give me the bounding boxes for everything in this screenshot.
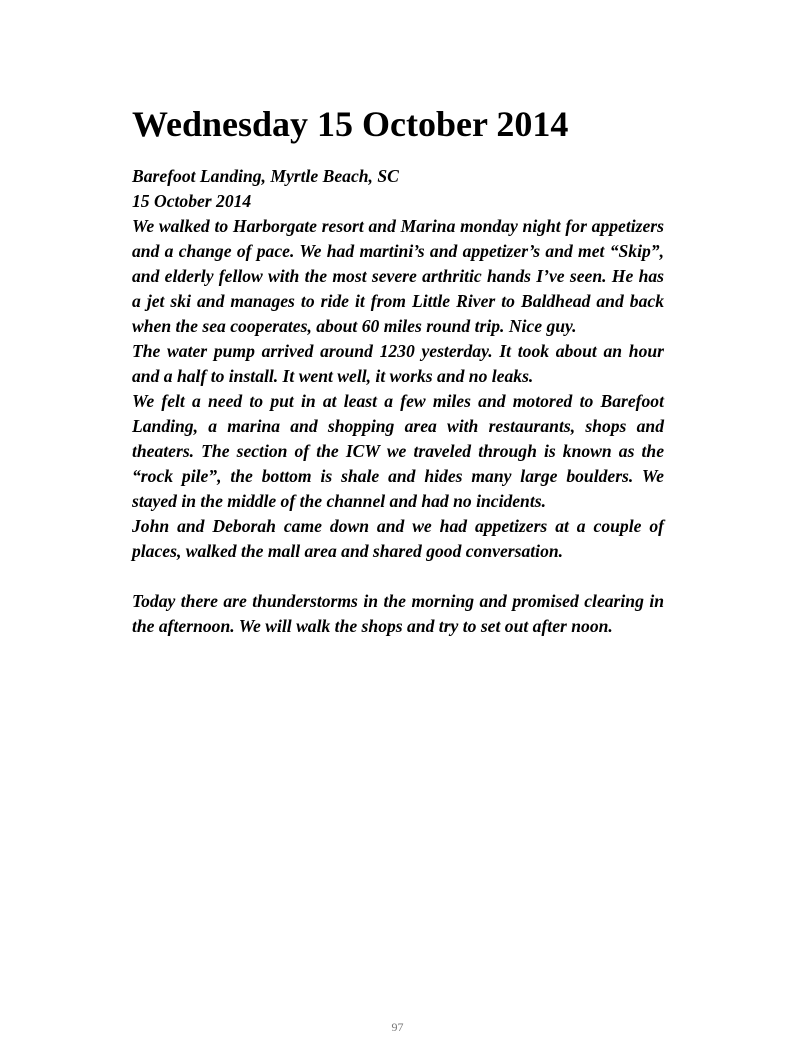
paragraph-barefoot-landing: We felt a need to put in at least a few miles and motored to Barefoot Landing, a marina and shopping area with restaurants, shops and theaters. The section of the ICW we traveled through is known as the “rock pile”, the bottom is shale and hides many large boulders. We stayed in the middle of the channel and had no incidents. [132, 391, 664, 511]
paragraph-john-deborah: John and Deborah came down and we had appetizers at a couple of places, walked the mall area and shared good conversation. [132, 516, 664, 561]
location-line: Barefoot Landing, Myrtle Beach, SC [132, 166, 399, 186]
paragraph-water-pump: The water pump arrived around 1230 yesterday. It took about an hour and a half to install. It went well, it works and no leaks. [132, 341, 664, 386]
page-number: 97 [391, 1020, 404, 1034]
paragraph-today: Today there are thunderstorms in the morning and promised clearing in the afternoon. We will walk the shops and try to set out after noon. [132, 591, 664, 636]
journal-entry [132, 164, 664, 639]
page-title: Wednesday 15 October 2014 [132, 104, 569, 144]
paragraph-harborgate: We walked to Harborgate resort and Marina monday night for appetizers and a change of pace. We had martini’s and appetizer’s and met “Skip”, and elderly fellow with the most severe arthritic hands I’ve seen. He has a jet ski and manages to ride it from Little River to Baldhead and back when the sea cooperates, about 60 miles round trip. Nice guy. [132, 216, 664, 336]
date-line: 15 October 2014 [132, 191, 252, 211]
